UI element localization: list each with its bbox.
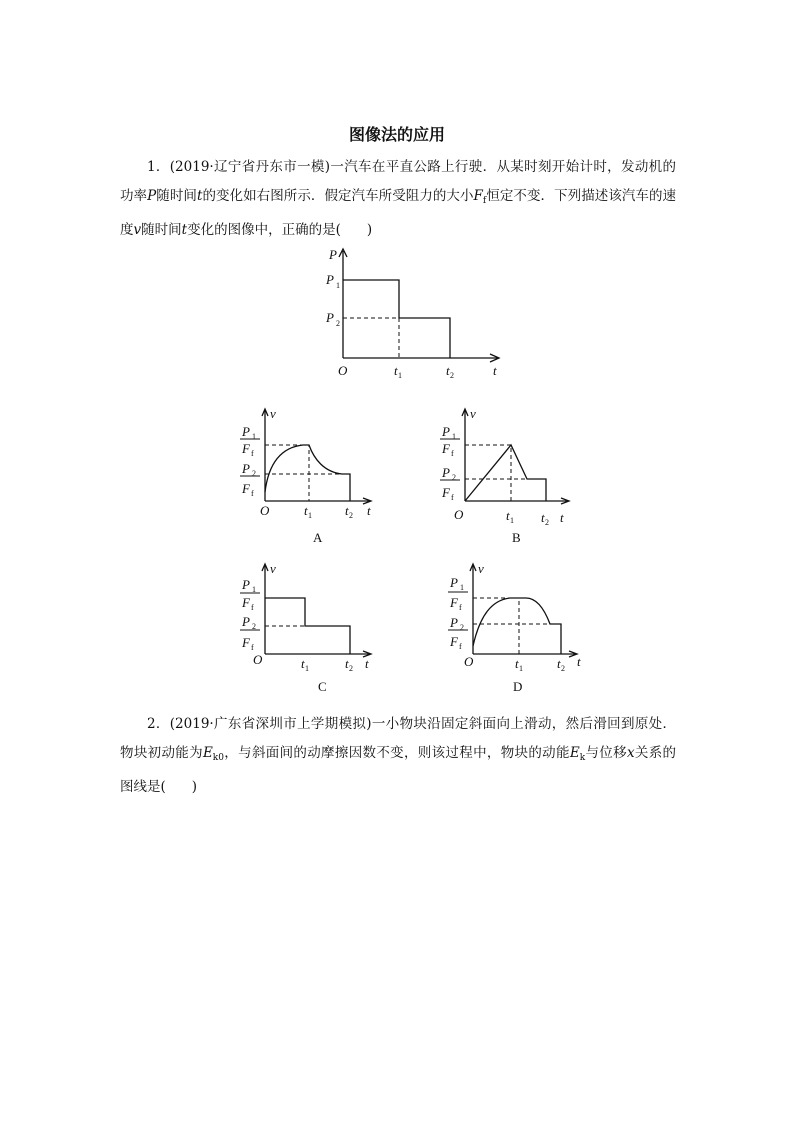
x-axis-label: t <box>493 363 497 378</box>
den-sub: f <box>451 449 454 458</box>
var-t: t <box>196 188 203 204</box>
var-e-sub-k: k <box>579 753 586 763</box>
t1-sub: 1 <box>510 516 514 525</box>
t2-sub: 2 <box>349 664 353 673</box>
q2-text: 与位移 <box>585 745 627 761</box>
q1-text: 随时间 <box>156 188 197 204</box>
den-sub: f <box>451 493 454 502</box>
t2-sub: 2 <box>349 511 353 520</box>
den-label: F <box>442 441 450 456</box>
var-e: E <box>202 745 213 761</box>
y-axis-label: v <box>270 406 276 421</box>
den-sub: f <box>251 489 254 498</box>
option-b-caption: B <box>512 530 521 545</box>
p1-sub: 1 <box>336 281 340 290</box>
t1-label: t <box>304 503 308 518</box>
var-f: F <box>473 188 483 204</box>
den-sub: f <box>251 603 254 612</box>
page-title: 图像法的应用 <box>348 125 445 144</box>
num1-sub: 1 <box>252 432 256 441</box>
t1-sub: 1 <box>308 511 312 520</box>
t2-sub: 2 <box>545 518 549 527</box>
num2-label: P <box>242 614 250 629</box>
num2-label: P <box>242 461 250 476</box>
num1-label: P <box>242 424 250 439</box>
origin-label: O <box>253 652 263 667</box>
q2-number: 2． <box>147 716 170 732</box>
var-x: x <box>626 745 635 761</box>
y-axis-label: P <box>329 247 337 262</box>
t2-label: t <box>557 656 561 671</box>
dash-level1 <box>473 598 519 654</box>
p2-label: P <box>326 310 334 325</box>
origin-label: O <box>454 507 464 522</box>
t2-sub: 2 <box>450 371 454 380</box>
q1-source: (2019·辽宁省丹东市一模) <box>169 159 331 175</box>
t1-sub: 1 <box>519 664 523 673</box>
t2-label: t <box>345 656 349 671</box>
var-p: P <box>147 188 157 204</box>
q2-source: (2019·广东省深圳市上学期模拟) <box>169 716 372 732</box>
q1-text: 一汽车在平直公路上行驶．从某时刻开始计时，发动机的功率 <box>120 159 677 204</box>
velocity-curve <box>473 598 561 654</box>
option-a-caption: A <box>313 530 323 545</box>
den-label: F <box>242 481 250 496</box>
t2-label: t <box>541 510 545 525</box>
var-e-sub-k0: k0 <box>212 753 224 763</box>
origin-label: O <box>260 503 270 518</box>
option-d-caption: D <box>513 679 523 694</box>
q1-text: 变化的图像中，正确的是( <box>187 222 341 238</box>
velocity-curve <box>465 445 546 501</box>
question-2 <box>120 710 676 802</box>
num1-label: P <box>442 424 450 439</box>
num2-sub: 2 <box>452 473 456 482</box>
num2-sub: 2 <box>252 622 256 631</box>
var-f-sub: f <box>482 196 487 206</box>
q2-text: 关系的图线是( <box>120 745 677 795</box>
q1-text: 随时间 <box>141 222 182 238</box>
question-1 <box>120 153 676 245</box>
den-sub: f <box>459 642 462 651</box>
num2-label: P <box>442 465 450 480</box>
var-t: t <box>181 222 188 238</box>
option-c-graph <box>232 560 382 700</box>
t1-label: t <box>506 508 510 523</box>
option-c-caption: C <box>318 679 327 694</box>
t1-label: t <box>394 363 398 378</box>
var-v: v <box>133 222 142 238</box>
q2-text: 一小物块沿固定斜面向上滑动，然后滑回到原处．物块初动能为 <box>120 716 677 761</box>
y-axis-label: v <box>470 406 476 421</box>
q1-text: ) <box>366 222 373 238</box>
origin-label: O <box>464 654 474 669</box>
den-label: F <box>442 485 450 500</box>
p2-sub: 2 <box>336 319 340 328</box>
option-a-graph <box>232 405 382 550</box>
den-label: F <box>242 595 250 610</box>
x-axis-label: t <box>365 656 369 671</box>
t2-sub: 2 <box>561 664 565 673</box>
den-label: F <box>242 635 250 650</box>
den-label: F <box>450 595 458 610</box>
q1-number: 1． <box>147 159 170 175</box>
dash-level1 <box>265 445 309 501</box>
option-b-graph <box>432 405 582 550</box>
den-label: F <box>450 634 458 649</box>
t1-label: t <box>301 656 305 671</box>
t1-sub: 1 <box>305 664 309 673</box>
num1-sub: 1 <box>452 432 456 441</box>
t2-label: t <box>345 503 349 518</box>
q1-text: 的变化如右图所示．假定汽车所受阻力的大小 <box>202 188 474 204</box>
power-time-graph <box>320 245 510 380</box>
t1-sub: 1 <box>398 371 402 380</box>
x-axis-label: t <box>577 654 581 669</box>
den-sub: f <box>251 449 254 458</box>
power-curve <box>343 280 450 358</box>
num2-sub: 2 <box>252 469 256 478</box>
num1-sub: 1 <box>252 585 256 594</box>
num1-sub: 1 <box>460 583 464 592</box>
q2-text: ) <box>191 779 198 795</box>
q2-text: ，与斜面间的动摩擦因数不变，则该过程中，物块的动能 <box>223 745 570 761</box>
y-axis-label: v <box>478 561 484 576</box>
num1-label: P <box>450 575 458 590</box>
den-sub: f <box>251 643 254 652</box>
y-axis-label: v <box>270 561 276 576</box>
den-sub: f <box>459 603 462 612</box>
x-axis-label: t <box>560 510 564 525</box>
option-d-graph <box>430 560 590 700</box>
num2-sub: 2 <box>460 623 464 632</box>
var-e: E <box>569 745 580 761</box>
num2-label: P <box>450 615 458 630</box>
t2-label: t <box>446 363 450 378</box>
t1-label: t <box>515 656 519 671</box>
p1-label: P <box>326 272 334 287</box>
x-axis-label: t <box>367 503 371 518</box>
velocity-curve <box>265 598 350 654</box>
q1-text: 恒定不变．下列描述该汽车的速度 <box>120 188 677 238</box>
den-label: F <box>242 441 250 456</box>
origin-label: O <box>338 363 348 378</box>
velocity-curve <box>265 445 350 501</box>
num1-label: P <box>242 577 250 592</box>
